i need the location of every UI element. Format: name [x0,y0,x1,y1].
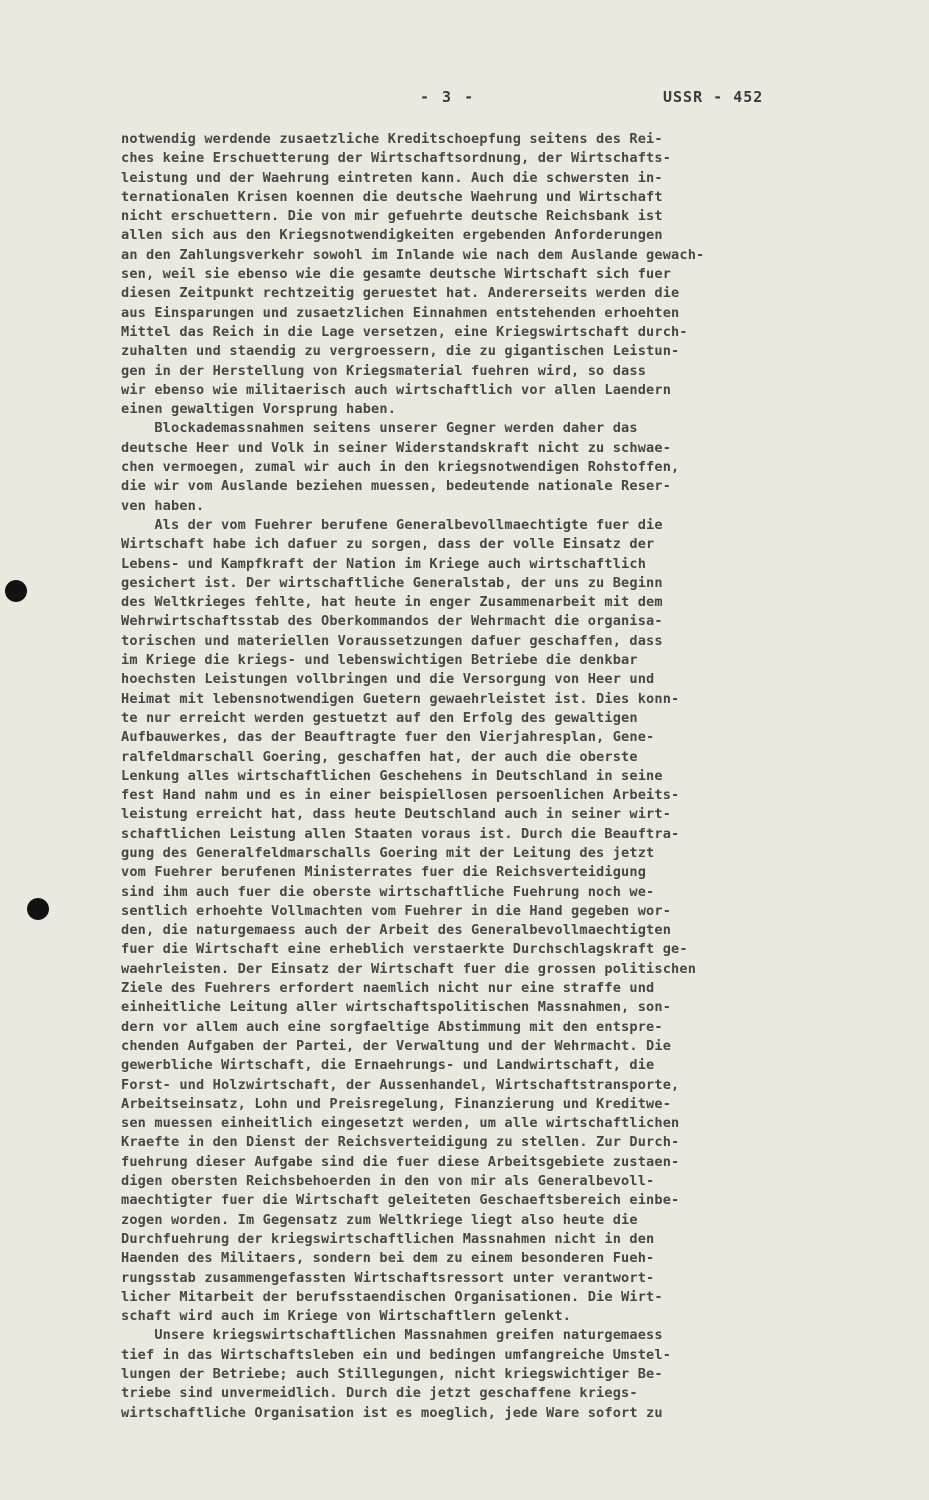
body-text [121,130,881,1423]
text-line: gesichert ist. Der wirtschaftliche Generalstab, der uns zu Beginn [121,574,663,591]
text-line: dern vor allem auch eine sorgfaeltige Abstimmung mit den entspre- [121,1018,663,1035]
text-line: Unsere kriegswirtschaftlichen Massnahmen greifen naturgemaess [121,1327,663,1344]
text-line: Arbeitseinsatz, Lohn und Preisregelung, Finanzierung und Kreditwe- [121,1095,672,1112]
punch-hole [5,580,27,602]
text-line: schaft wird auch im Kriege von Wirtschaftlern gelenkt. [121,1308,572,1325]
text-line: wir ebenso wie militaerisch auch wirtschaftlich vor allen Laendern [121,381,672,398]
text-line: fest Hand nahm und es in einer beispiellosen persoenlichen Arbeits- [121,787,680,804]
text-line: triebe sind unvermeidlich. Durch die jetzt geschaffene kriegs- [121,1385,638,1402]
text-line: Lenkung alles wirtschaftlichen Geschehens in Deutschland in seine [121,767,663,784]
text-line: gewerbliche Wirtschaft, die Ernaehrungs- und Landwirtschaft, die [121,1057,655,1074]
text-line: deutsche Heer und Volk in seiner Widerstandskraft nicht zu schwae- [121,439,672,456]
page-header [0,88,929,112]
text-line: ven haben. [121,497,205,514]
text-line: te nur erreicht werden gestuetzt auf den Erfolg des gewaltigen [121,709,638,726]
text-line: ches keine Erschuetterung der Wirtschaftsordnung, der Wirtschafts- [121,150,672,167]
text-line: sentlich erhoehte Vollmachten vom Fuehrer in die Hand gegeben wor- [121,902,672,919]
text-line: zuhalten und staendig zu vergroessern, die zu gigantischen Leistun- [121,343,680,360]
text-line: lungen der Betriebe; auch Stillegungen, nicht kriegswichtiger Be- [121,1366,663,1382]
text-line: fuer die Wirtschaft eine erheblich verstaerkte Durchschlagskraft ge- [121,941,688,958]
text-line: Aufbauwerkes, das der Beauftragte fuer den Vierjahresplan, Gene- [121,729,655,746]
text-line: Kraefte in den Dienst der Reichsverteidigung zu stellen. Zur Durch- [121,1134,680,1151]
text-line: rungsstab zusammengefassten Wirtschaftsressort unter verantwort- [121,1269,655,1286]
text-line: Haenden des Militaers, sondern bei dem zu einem besonderen Fueh- [121,1250,655,1267]
text-line: wirtschaftliche Organisation ist es moeglich, jede Ware sofort zu [121,1404,663,1421]
text-line: Heimat mit lebensnotwendigen Guetern gewaehrleistet ist. Dies konn- [121,690,680,707]
text-line: Ziele des Fuehrers erfordert naemlich nicht nur eine straffe und [121,980,655,997]
text-line: Als der vom Fuehrer berufene Generalbevollmaechtigte fuer die [121,516,663,533]
document-reference: USSR - 452 [663,88,764,106]
text-line: Forst- und Holzwirtschaft, der Aussenhandel, Wirtschaftstransporte, [121,1076,680,1093]
page-number: - 3 - [420,88,476,106]
text-line: leistung und der Waehrung eintreten kann. Auch die schwersten in- [121,169,663,186]
text-line: Durchfuehrung der kriegswirtschaftlichen Massnahmen nicht in den [121,1230,655,1247]
text-line: Wirtschaft habe ich dafuer zu sorgen, dass der volle Einsatz der [121,536,655,553]
text-line: sen, weil sie ebenso wie die gesamte deutsche Wirtschaft sich fuer [121,266,672,283]
text-line: im Kriege die kriegs- und lebenswichtigen Betriebe die denkbar [121,652,638,669]
text-line: einheitliche Leitung aller wirtschaftspolitischen Massnahmen, son- [121,999,672,1016]
text-line: Blockademassnahmen seitens unserer Gegner werden daher das [121,420,638,437]
text-line: waehrleisten. Der Einsatz der Wirtschaft fuer die grossen politischen [121,960,697,977]
text-line: leistung erreicht hat, dass heute Deutschland auch in seiner wirt- [121,806,672,823]
text-line: einen gewaltigen Vorsprung haben. [121,401,397,418]
text-line: Wehrwirtschaftsstab des Oberkommandos der Wehrmacht die organisa- [121,613,663,630]
text-line: Lebens- und Kampfkraft der Nation im Kriege auch wirtschaftlich [121,555,647,572]
text-line: chenden Aufgaben der Partei, der Verwaltung und der Wehrmacht. Die [121,1037,672,1054]
text-line: sen muessen einheitlich eingesetzt werden, um alle wirtschaftlichen [121,1115,680,1132]
text-line: fuehrung dieser Aufgabe sind die fuer diese Arbeitsgebiete zustaen- [121,1153,680,1170]
text-line: ralfeldmarschall Goering, geschaffen hat, der auch die oberste [121,748,638,765]
text-line: den, die naturgemaess auch der Arbeit des Generalbevollmaechtigten [121,922,672,939]
text-line: allen sich aus den Kriegsnotwendigkeiten ergebenden Anforderungen [121,227,663,244]
text-line: Mittel das Reich in die Lage versetzen, eine Kriegswirtschaft durch- [121,323,688,340]
text-line: tief in das Wirtschaftsleben ein und bedingen umfangreiche Umstel- [121,1346,672,1363]
text-line: vom Fuehrer berufenen Ministerrates fuer die Reichsverteidigung [121,864,647,881]
text-line: maechtigter fuer die Wirtschaft geleiteten Geschaeftsbereich einbe- [121,1192,680,1209]
text-line: hoechsten Leistungen vollbringen und die Versorgung von Heer und [121,671,655,688]
text-line: des Weltkrieges fehlte, hat heute in enger Zusammenarbeit mit dem [121,594,663,611]
text-line: nicht erschuettern. Die von mir gefuehrte deutsche Reichsbank ist [121,208,663,225]
punch-hole [27,898,49,920]
text-line: gung des Generalfeldmarschalls Goering mit der Leitung des jetzt [121,844,655,861]
text-line: schaftlichen Leistung allen Staaten voraus ist. Durch die Beauftra- [121,825,680,842]
text-line: die wir vom Auslande beziehen muessen, bedeutende nationale Reser- [121,478,672,495]
text-line: chen vermoegen, zumal wir auch in den kriegsnotwendigen Rohstoffen, [121,459,680,476]
text-line: licher Mitarbeit der berufsstaendischen Organisationen. Die Wirt- [121,1288,663,1305]
text-line: zogen worden. Im Gegensatz zum Weltkriege liegt also heute die [121,1211,638,1228]
text-line: sind ihm auch fuer die oberste wirtschaftliche Fuehrung noch we- [121,883,655,900]
text-line: diesen Zeitpunkt rechtzeitig geruestet hat. Andererseits werden die [121,285,680,302]
text-line: digen obersten Reichsbehoerden in den von mir als Generalbevoll- [121,1173,655,1190]
text-line: aus Einsparungen und zusaetzlichen Einnahmen entstehenden erhoehten [121,304,680,321]
text-line: ternationalen Krisen koennen die deutsche Waehrung und Wirtschaft [121,188,663,205]
text-line: torischen und materiellen Voraussetzungen dafuer geschaffen, dass [121,632,663,649]
text-line: notwendig werdende zusaetzliche Kreditschoepfung seitens des Rei- [121,131,663,147]
text-line: gen in der Herstellung von Kriegsmaterial fuehren wird, so dass [121,362,647,379]
text-line: an den Zahlungsverkehr sowohl im Inlande wie nach dem Auslande gewach- [121,246,705,263]
